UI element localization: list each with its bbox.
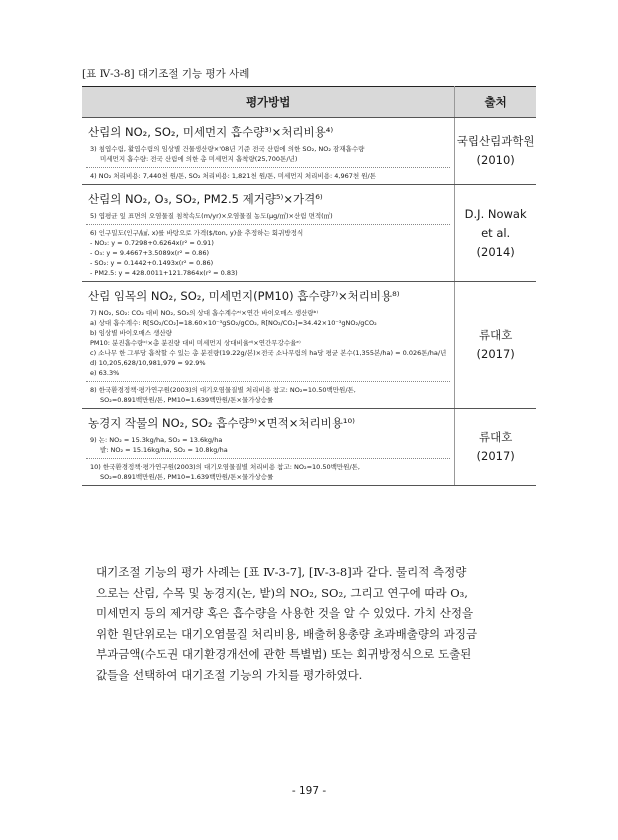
note-line: SO₂=0.891백만원/톤, PM10=1.639백만원/톤×물가상승률	[100, 396, 274, 404]
header-method: 평가방법	[82, 87, 455, 118]
note-line: - PM2.5: y = 428.0011+121.7864x(r² = 0.83)	[90, 269, 238, 277]
row-source	[455, 118, 536, 185]
source-line: 국립산림과학원	[456, 134, 535, 148]
note-line: - SO₂: y = 0.1442+0.1493x(r² = 0.86)	[90, 259, 214, 267]
row-title: 농경지 작물의 NO₂, SO₂ 흡수량⁹⁾×면적×처리비용¹⁰⁾	[88, 416, 355, 430]
source-line: (2017)	[476, 347, 515, 361]
table-row	[82, 118, 536, 185]
note-line: 밭: NO₂ = 15.16kg/ha, SO₂ = 10.8kg/ha	[100, 446, 228, 454]
page-number: - 197 -	[291, 785, 327, 797]
note-line: d) 10,205,628/10,981,979 = 92.9%	[90, 359, 206, 367]
paragraph-line: 으로는 산림, 수목 및 농경지(논, 밭)의 NO₂, SO₂, 그리고 연구에 따라 O₃,	[96, 585, 468, 600]
note-line: - O₃: y = 9.4667+3.5089x(r² = 0.86)	[90, 249, 209, 257]
paragraph-line: 미세먼지 등의 제거량 혹은 흡수량을 사용한 것을 알 수 있었다. 가치 산정을	[96, 606, 474, 620]
note-line: 6) 인구밀도(인구/㎢, x)를 바탕으로 가격($/ton, y)을 추정하는 회귀방정식	[90, 229, 304, 237]
paragraph-line: 대기조절 기능의 평가 사례는 [표 Ⅳ-3-7], [Ⅳ-3-8]과 같다. 물리적 측정량	[96, 565, 467, 579]
source-line: (2014)	[476, 244, 515, 259]
note-line: 미세먼지 흡수량: 전국 산림에 의한 총 미세먼지 흡착량(25,700톤/년)	[100, 155, 298, 163]
row-source	[455, 409, 536, 486]
row-source	[455, 282, 536, 409]
source-line: (2010)	[476, 153, 515, 167]
note-line: c) 소나무 한 그루당 흡착할 수 있는 총 분진량(19.22g/본)×전국 소나무림의 ha당 평균 본수(1,355본/ha) = 0.026톤/ha/년	[90, 349, 447, 357]
row-source	[455, 185, 536, 282]
paragraph-line: 값들을 선택하여 대기조절 기능의 가치를 평가하였다.	[96, 667, 363, 682]
source-line: et al.	[481, 225, 511, 240]
note-line: PM10: 분진흡수량ᶜ⁾×총 분진량 대비 미세먼지 상대비율ᵈ⁾×연간무강수율ᵉ⁾	[90, 339, 301, 347]
source-line: D.J. Nowak	[464, 206, 527, 221]
header-source: 출처	[455, 87, 536, 118]
paragraph-line: 부과금액(수도권 대기환경개선에 관한 특별법) 또는 회귀방정식으로 도출된	[96, 647, 472, 661]
note-line: 3) 침엽수림, 활엽수림의 임상별 건물생산량×'08년 기준 전국 산림에 의한 SO₂, NO₂ 잠재흡수량	[90, 145, 365, 153]
note-line: 8) 한국환경정책·평가연구원(2003)의 대기오염물질별 처리비용 참고: NO₂=10.50백만원/톤,	[90, 386, 356, 394]
note-line: 9) 논: NO₂ = 15.3kg/ha, SO₂ = 13.6kg/ha	[90, 436, 223, 444]
row-title: 산림의 NO₂, O₃, SO₂, PM2.5 제거량⁵⁾×가격⁶⁾	[88, 192, 323, 206]
note-line: a) 상대 흡수계수: R[SO₂/CO₂]=18.60×10⁻³gSO₂/gCO₂, R[NO₂/CO₂]=34.42×10⁻³gNO₂/gCO₂	[90, 319, 377, 327]
table-caption: [표 Ⅳ-3-8] 대기조절 기능 평가 사례	[82, 68, 250, 80]
table-row	[82, 409, 536, 486]
note-line: SO₂=0.891백만원/톤, PM10=1.639백만원/톤×물가상승률	[100, 473, 274, 481]
table-row	[82, 282, 536, 409]
note-line: 4) NO₂ 처리비용: 7,440천 원/톤, SO₂ 처리비용: 1,821천 원/톤, 미세먼지 처리비용: 4,967천 원/톤	[90, 172, 376, 180]
evaluation-table	[82, 86, 536, 486]
note-line: b) 임상별 바이오매스 생산량	[90, 329, 172, 337]
note-line: e) 63.3%	[90, 369, 120, 377]
table-row	[82, 185, 536, 282]
source-line: 류대호	[478, 430, 513, 444]
note-line: 7) NO₂, SO₂: CO₂ 대비 NO₂, SO₂의 상대 흡수계수ᵃ⁾×연간 바이오매스 생산량ᵇ⁾	[90, 309, 319, 317]
note-line: 10) 한국환경정책·평가연구원(2003)의 대기오염물질별 처리비용 참고: NO₂=10.50백만원/톤,	[90, 463, 360, 471]
source-line: 류대호	[478, 328, 513, 342]
note-line: - NO₂: y = 0.7298+0.6264x(r² = 0.91)	[90, 239, 214, 247]
source-line: (2017)	[476, 449, 515, 463]
paragraph-line: 위한 원단위로는 대기오염물질 처리비용, 배출허용총량 초과배출량의 과징금	[96, 626, 478, 641]
body-paragraph	[96, 562, 516, 685]
note-line: 5) 엽평균 잎 표면의 오염물질 침착속도(m/yr)×오염물질 농도(μg/㎥)×산림 면적(㎡)	[90, 212, 333, 220]
row-title: 산림 임목의 NO₂, SO₂, 미세먼지(PM10) 흡수량⁷⁾×처리비용⁸⁾	[88, 289, 400, 303]
row-title: 산림의 NO₂, SO₂, 미세먼지 흡수량³⁾×처리비용⁴⁾	[88, 125, 334, 139]
